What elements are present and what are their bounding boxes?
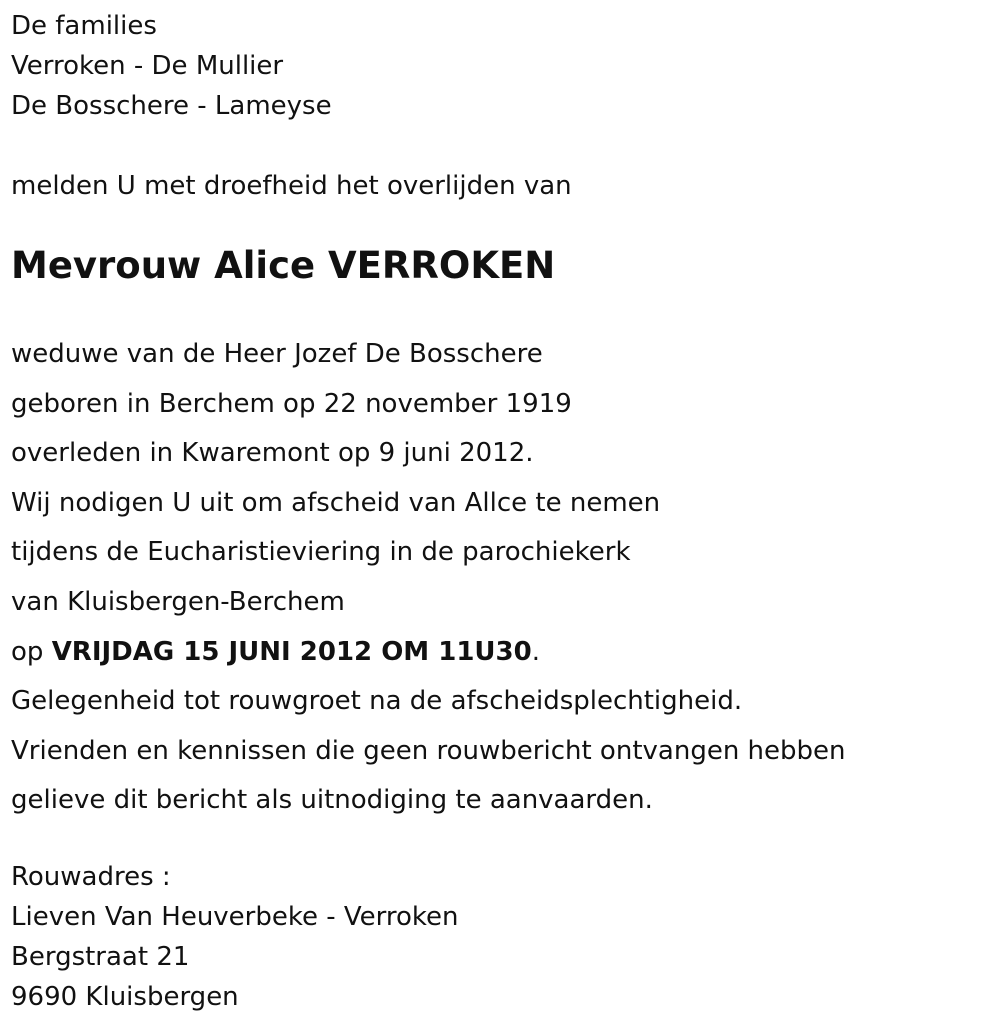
body-line: weduwe van de Heer Jozef De Bosschere [11, 339, 543, 369]
body-line: tijdens de Eucharistieviering in de parochiekerk [11, 537, 631, 568]
header-line: De families [11, 11, 157, 41]
notice-body [11, 330, 991, 826]
ceremony-date-line [11, 628, 991, 678]
address-label: Rouwadres : [11, 861, 171, 892]
body-line: Wij nodigen U uit om afscheid van Allce te nemen [11, 487, 661, 518]
date-prefix: op [11, 636, 52, 667]
address-line: Lieven Van Heuverbeke - Verroken [11, 901, 459, 932]
body-line: gelieve dit bericht als uitnodiging te aanvaarden. [11, 785, 653, 816]
mourning-address [11, 857, 991, 1017]
body-line: geboren in Berchem op 22 november 1919 [11, 388, 572, 419]
body-line: Vrienden en kennissen die geen rouwbericht ontvangen hebben [11, 735, 846, 766]
date-suffix: . [531, 636, 540, 667]
address-line: Bergstraat 21 [11, 941, 190, 972]
address-line: 9690 Kluisbergen [11, 981, 239, 1012]
death-notice [11, 0, 991, 1017]
body-line: overleden in Kwaremont op 9 juni 2012. [11, 438, 534, 469]
header-line: Verroken - De Mullier [11, 51, 284, 81]
intro-text: melden U met droefheid het overlijden van [11, 171, 572, 201]
body-line: van Kluisbergen-Berchem [11, 586, 345, 617]
families-header [11, 6, 991, 126]
header-line: De Bosschere - Lameyse [11, 91, 332, 121]
body-line: Gelegenheid tot rouwgroet na de afscheidsplechtigheid. [11, 686, 743, 717]
deceased-name: Mevrouw Alice VERROKEN [11, 244, 556, 287]
ceremony-date: VRIJDAG 15 JUNI 2012 OM 11U30 [51, 636, 532, 667]
